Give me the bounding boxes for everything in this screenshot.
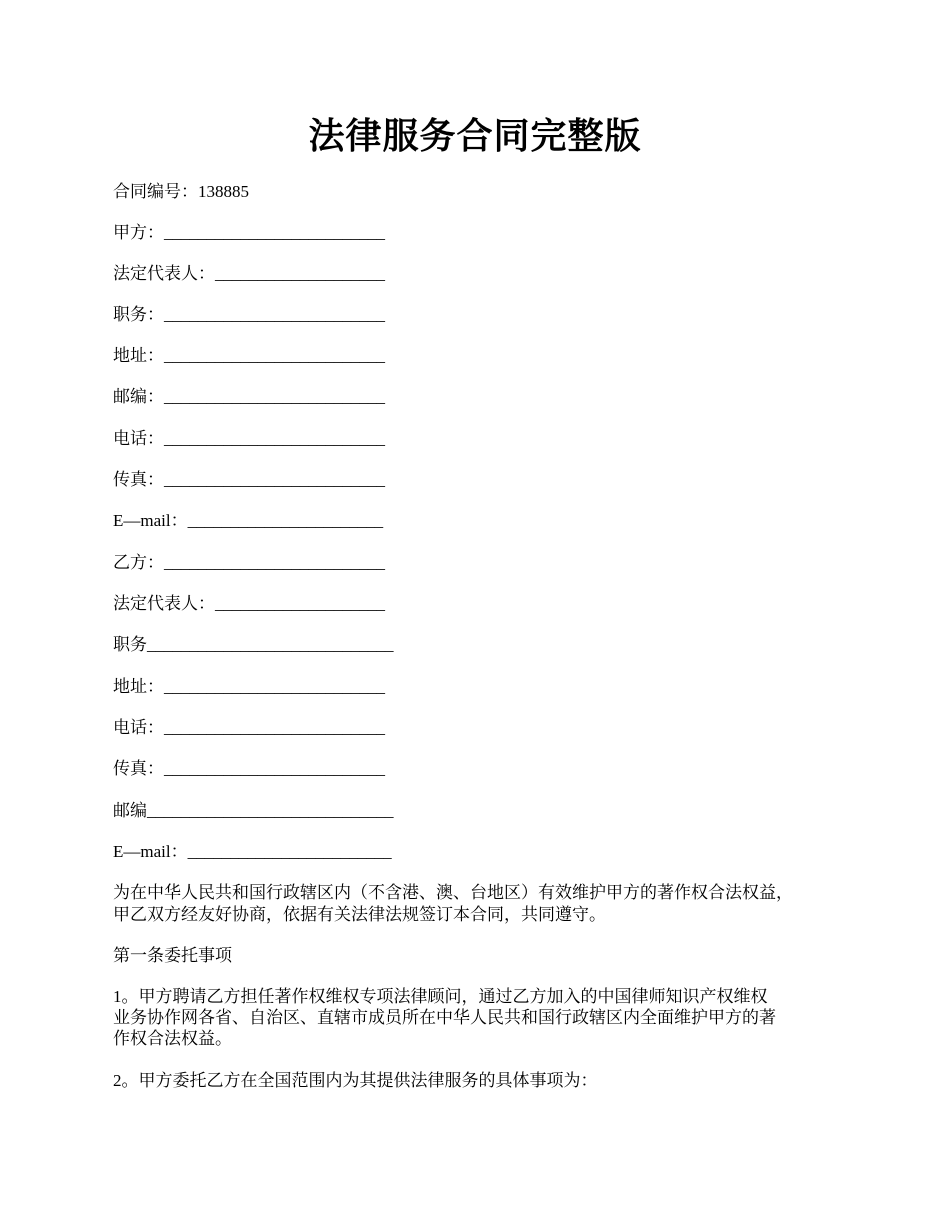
party-a-address-field: 地址：__________________________ [113,346,385,365]
clause-1-line-2: 业务协作网各省、自治区、直辖市成员所在中华人民共和国行政辖区内全面维护甲方的著 [113,1008,776,1027]
party-b-postcode-field: 邮编_____________________________ [113,801,394,820]
party-b-fax-field: 传真：__________________________ [113,759,385,778]
section-1-heading: 第一条委托事项 [113,946,232,965]
preamble-line-1: 为在中华人民共和国行政辖区内（不含港、澳、台地区）有效维护甲方的著作权合法权益， [113,883,793,902]
party-b-phone-field: 电话：__________________________ [113,718,385,737]
party-a-postcode-field: 邮编：__________________________ [113,387,385,406]
party-a-name-field: 甲方：__________________________ [113,223,385,242]
party-a-fax-field: 传真：__________________________ [113,470,385,489]
party-a-position-field: 职务：__________________________ [113,305,385,324]
party-a-email-field: E—mail：_______________________ [113,511,384,530]
party-a-representative-field: 法定代表人：____________________ [113,264,385,283]
party-b-email-field: E—mail：________________________ [113,842,392,861]
party-b-position-field: 职务_____________________________ [113,635,394,654]
party-b-name-field: 乙方：__________________________ [113,553,385,572]
party-a-phone-field: 电话：__________________________ [113,429,385,448]
clause-2: 2。甲方委托乙方在全国范围内为其提供法律服务的具体事项为： [113,1071,598,1090]
document-title: 法律服务合同完整版 [308,116,642,156]
clause-1-line-3: 作权合法权益。 [113,1029,232,1048]
party-b-representative-field: 法定代表人：____________________ [113,594,385,613]
party-b-address-field: 地址：__________________________ [113,677,385,696]
contract-number: 合同编号：138885 [113,182,249,201]
preamble-line-2: 甲乙双方经友好协商，依据有关法律法规签订本合同，共同遵守。 [113,905,606,924]
clause-1-line-1: 1。甲方聘请乙方担任著作权维权专项法律顾问，通过乙方加入的中国律师知识产权维权 [113,987,768,1006]
